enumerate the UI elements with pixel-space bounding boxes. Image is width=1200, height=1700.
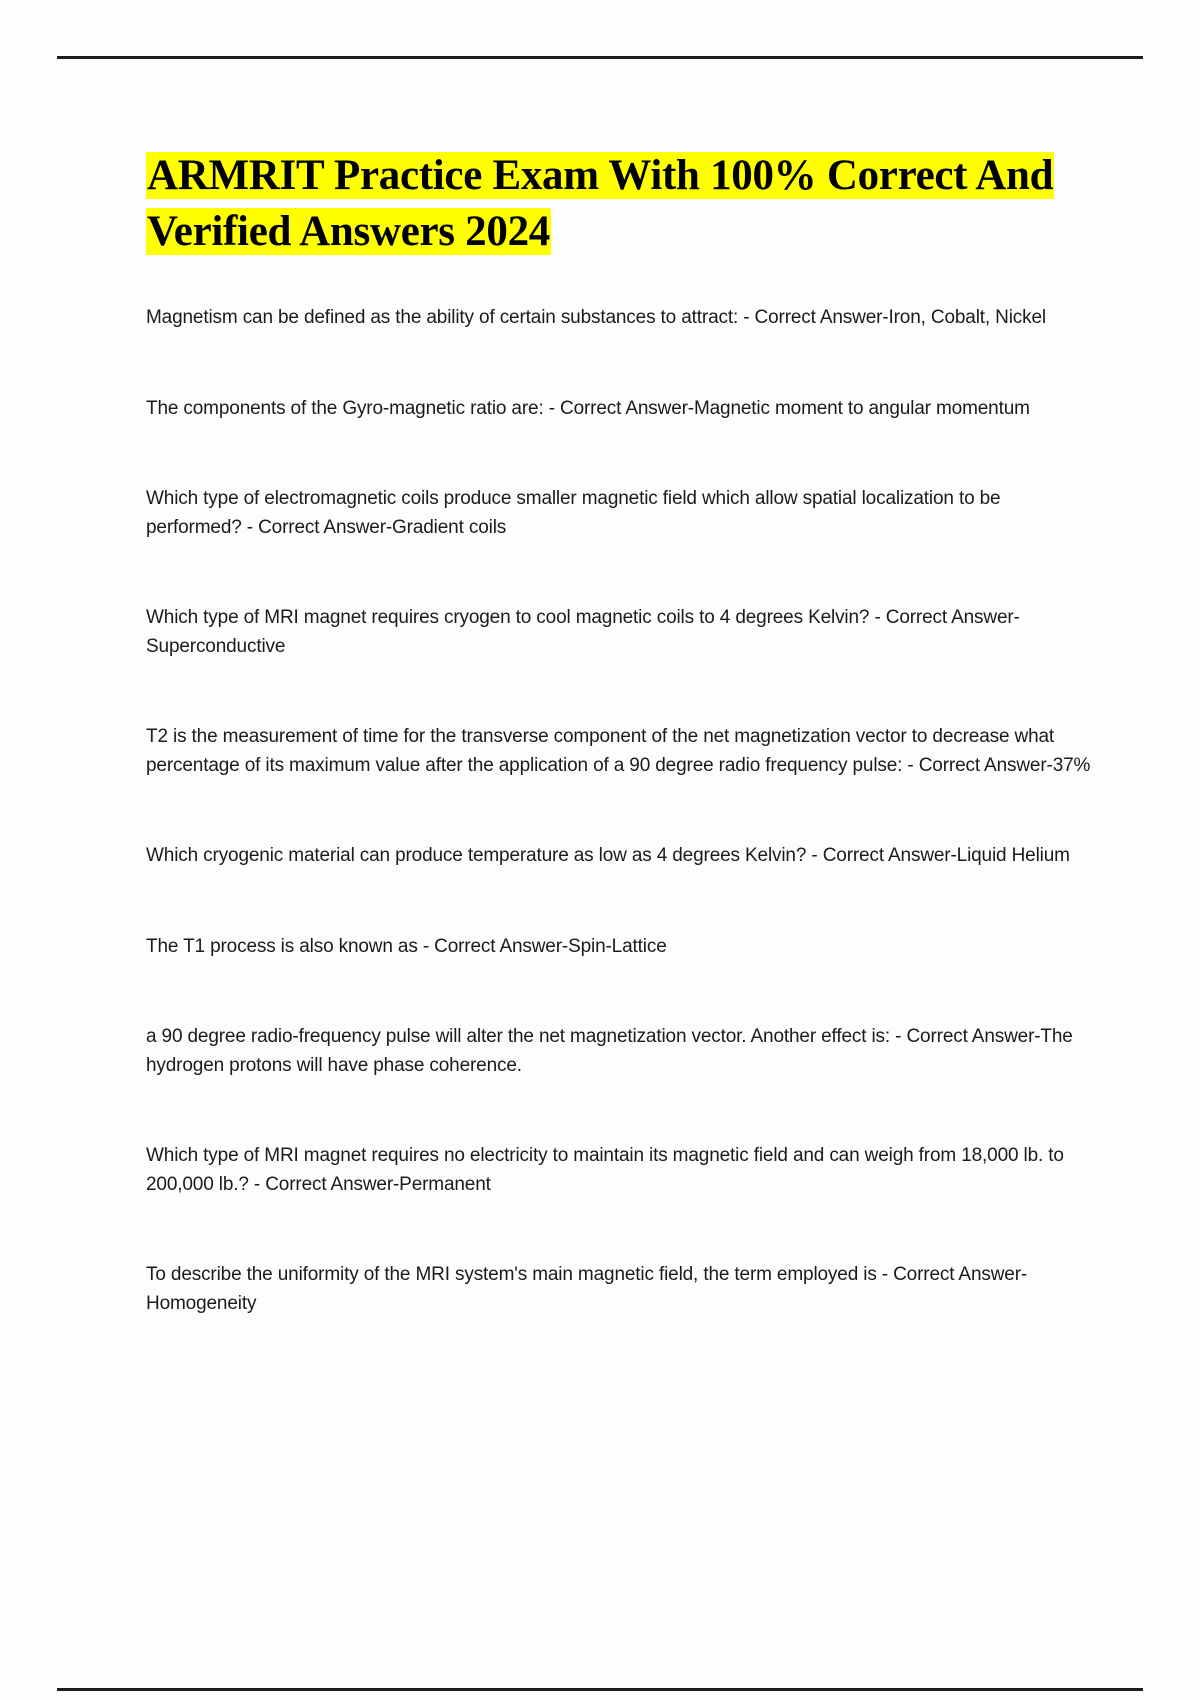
qa-item: To describe the uniformity of the MRI system's main magnetic field, the term employed is - Correct Answer-Homogeneity (146, 1264, 1028, 1314)
document-page (146, 148, 1091, 1380)
qa-list (146, 304, 1091, 1318)
qa-item: The components of the Gyro-magnetic ratio are: - Correct Answer-Magnetic moment to angular momentum (146, 397, 1030, 419)
footer-rule (57, 1688, 1143, 1691)
qa-item: a 90 degree radio-frequency pulse will alter the net magnetization vector. Another effect is: - Correct Answer-The hydrogen protons will have phase coherence. (146, 1026, 1073, 1076)
qa-item: Magnetism can be defined as the ability of certain substances to attract: - Correct Answer-Iron, Cobalt, Nickel (146, 307, 1046, 328)
qa-item: Which cryogenic material can produce temperature as low as 4 degrees Kelvin? - Correct Answer-Liquid Helium (146, 845, 1070, 866)
qa-item: Which type of MRI magnet requires no electricity to maintain its magnetic field and can weigh from 18,000 lb. to 200,000 lb.? - Correct Answer-Permanent (146, 1145, 1064, 1195)
qa-item: T2 is the measurement of time for the transverse component of the net magnetization vector to decrease what percentage of its maximum value after the application of a 90 degree radio frequency pulse: - Correct Answer-37% (146, 726, 1091, 776)
header-rule (57, 56, 1143, 59)
qa-item: The T1 process is also known as - Correct Answer-Spin-Lattice (146, 935, 667, 957)
qa-item: Which type of MRI magnet requires cryogen to cool magnetic coils to 4 degrees Kelvin? - Correct Answer-Superconductive (146, 607, 1020, 657)
qa-item: Which type of electromagnetic coils produce smaller magnetic field which allow spatial localization to be performed? - Correct Answer-Gradient coils (146, 488, 1001, 538)
document-title (146, 148, 1091, 260)
document-title-highlight: ARMRIT Practice Exam With 100% Correct And Verified Answers 2024 (147, 152, 1054, 255)
